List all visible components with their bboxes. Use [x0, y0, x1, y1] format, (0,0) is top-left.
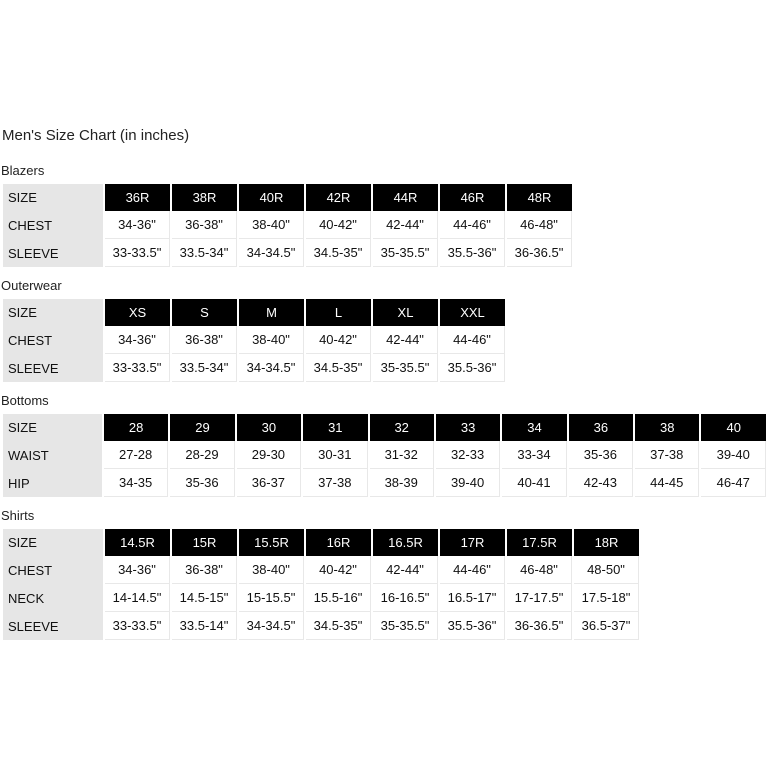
shirts-size-table — [1, 529, 641, 640]
table-row — [3, 469, 766, 497]
measurement-cell: 34-35 — [104, 469, 168, 497]
measurement-cell: 34.5-35" — [306, 354, 371, 382]
measurement-cell: 16-16.5" — [373, 584, 438, 612]
section-title-blazers: Blazers — [1, 163, 45, 178]
measurement-cell: 17.5-18" — [574, 584, 639, 612]
row-label: SIZE — [3, 414, 102, 441]
measurement-cell: 35-35.5" — [373, 612, 438, 640]
table-row — [3, 414, 766, 441]
table-row — [3, 584, 639, 612]
measurement-cell: 14-14.5" — [105, 584, 170, 612]
section-title-shirts: Shirts — [1, 508, 35, 523]
measurement-cell: 37-38 — [303, 469, 367, 497]
measurement-cell: 34-34.5" — [239, 354, 304, 382]
measurement-cell: 44-46" — [440, 556, 505, 584]
measurement-cell: 44-45 — [635, 469, 699, 497]
measurement-cell: 34-36" — [105, 326, 170, 354]
measurement-cell: 16.5-17" — [440, 584, 505, 612]
measurement-cell: 36-38" — [172, 326, 237, 354]
measurement-cell: 30-31 — [303, 441, 367, 469]
table-row — [3, 441, 766, 469]
measurement-cell: 33-33.5" — [105, 354, 170, 382]
size-header-cell: L — [306, 299, 371, 326]
size-header-cell: 17.5R — [507, 529, 572, 556]
section-title-bottoms: Bottoms — [1, 393, 49, 408]
size-header-cell: 36 — [569, 414, 633, 441]
table-row — [3, 612, 639, 640]
row-label: WAIST — [3, 441, 102, 469]
row-label: SIZE — [3, 529, 103, 556]
measurement-cell: 36-38" — [172, 556, 237, 584]
measurement-cell: 46-47 — [701, 469, 766, 497]
measurement-cell: 48-50" — [574, 556, 639, 584]
size-header-cell: 44R — [373, 184, 438, 211]
measurement-cell: 17-17.5" — [507, 584, 572, 612]
size-header-cell: 40 — [701, 414, 766, 441]
size-header-cell: XXL — [440, 299, 505, 326]
measurement-cell: 33.5-34" — [172, 239, 237, 267]
row-label: SIZE — [3, 299, 103, 326]
row-label: NECK — [3, 584, 103, 612]
measurement-cell: 38-39 — [370, 469, 434, 497]
size-header-cell: 31 — [303, 414, 367, 441]
page-title: Men's Size Chart (in inches) — [2, 127, 190, 144]
measurement-cell: 33-33.5" — [105, 612, 170, 640]
measurement-cell: 33.5-14" — [172, 612, 237, 640]
size-header-cell: 14.5R — [105, 529, 170, 556]
table-row — [3, 211, 572, 239]
row-label: SIZE — [3, 184, 103, 211]
measurement-cell: 42-44" — [373, 556, 438, 584]
size-header-cell: 38R — [172, 184, 237, 211]
measurement-cell: 35-36 — [170, 469, 234, 497]
size-header-cell: 17R — [440, 529, 505, 556]
size-header-cell: 38 — [635, 414, 699, 441]
size-header-cell: 29 — [170, 414, 234, 441]
size-header-cell: 16R — [306, 529, 371, 556]
table-row — [3, 184, 572, 211]
bottoms-size-table — [1, 414, 768, 497]
measurement-cell: 40-42" — [306, 326, 371, 354]
blazers-size-table — [1, 184, 574, 267]
measurement-cell: 46-48" — [507, 211, 572, 239]
row-label: SLEEVE — [3, 239, 103, 267]
measurement-cell: 40-42" — [306, 211, 371, 239]
size-header-cell: 40R — [239, 184, 304, 211]
measurement-cell: 14.5-15" — [172, 584, 237, 612]
measurement-cell: 42-43 — [569, 469, 633, 497]
measurement-cell: 34-34.5" — [239, 612, 304, 640]
measurement-cell: 35.5-36" — [440, 354, 505, 382]
size-header-cell: 28 — [104, 414, 168, 441]
measurement-cell: 15.5-16" — [306, 584, 371, 612]
measurement-cell: 34.5-35" — [306, 239, 371, 267]
measurement-cell: 42-44" — [373, 326, 438, 354]
measurement-cell: 34-36" — [105, 211, 170, 239]
measurement-cell: 15-15.5" — [239, 584, 304, 612]
measurement-cell: 36-36.5" — [507, 239, 572, 267]
size-header-cell: 15.5R — [239, 529, 304, 556]
measurement-cell: 46-48" — [507, 556, 572, 584]
measurement-cell: 39-40 — [701, 441, 766, 469]
measurement-cell: 36-37 — [237, 469, 301, 497]
measurement-cell: 44-46" — [440, 211, 505, 239]
size-header-cell: 36R — [105, 184, 170, 211]
measurement-cell: 32-33 — [436, 441, 500, 469]
row-label: SLEEVE — [3, 612, 103, 640]
measurement-cell: 35.5-36" — [440, 612, 505, 640]
measurement-cell: 39-40 — [436, 469, 500, 497]
measurement-cell: 38-40" — [239, 326, 304, 354]
measurement-cell: 38-40" — [239, 556, 304, 584]
measurement-cell: 38-40" — [239, 211, 304, 239]
measurement-cell: 36-36.5" — [507, 612, 572, 640]
size-header-cell: 46R — [440, 184, 505, 211]
measurement-cell: 40-42" — [306, 556, 371, 584]
measurement-cell: 44-46" — [440, 326, 505, 354]
measurement-cell: 35-35.5" — [373, 239, 438, 267]
table-row — [3, 556, 639, 584]
size-header-cell: S — [172, 299, 237, 326]
row-label: CHEST — [3, 326, 103, 354]
table-row — [3, 529, 639, 556]
size-header-cell: 48R — [507, 184, 572, 211]
size-header-cell: M — [239, 299, 304, 326]
row-label: CHEST — [3, 211, 103, 239]
size-header-cell: XS — [105, 299, 170, 326]
row-label: CHEST — [3, 556, 103, 584]
measurement-cell: 40-41 — [502, 469, 566, 497]
measurement-cell: 34.5-35" — [306, 612, 371, 640]
row-label: SLEEVE — [3, 354, 103, 382]
measurement-cell: 28-29 — [170, 441, 234, 469]
measurement-cell: 33-34 — [502, 441, 566, 469]
measurement-cell: 33-33.5" — [105, 239, 170, 267]
table-row — [3, 354, 505, 382]
size-header-cell: 32 — [370, 414, 434, 441]
measurement-cell: 37-38 — [635, 441, 699, 469]
size-header-cell: 42R — [306, 184, 371, 211]
measurement-cell: 34-34.5" — [239, 239, 304, 267]
table-row — [3, 239, 572, 267]
outerwear-size-table — [1, 299, 507, 382]
measurement-cell: 36-38" — [172, 211, 237, 239]
size-header-cell: 30 — [237, 414, 301, 441]
measurement-cell: 27-28 — [104, 441, 168, 469]
size-header-cell: 18R — [574, 529, 639, 556]
size-header-cell: 33 — [436, 414, 500, 441]
measurement-cell: 35.5-36" — [440, 239, 505, 267]
table-row — [3, 299, 505, 326]
measurement-cell: 35-35.5" — [373, 354, 438, 382]
size-header-cell: 15R — [172, 529, 237, 556]
size-header-cell: 34 — [502, 414, 566, 441]
measurement-cell: 31-32 — [370, 441, 434, 469]
measurement-cell: 29-30 — [237, 441, 301, 469]
table-row — [3, 326, 505, 354]
size-header-cell: 16.5R — [373, 529, 438, 556]
measurement-cell: 42-44" — [373, 211, 438, 239]
section-title-outerwear: Outerwear — [1, 278, 62, 293]
measurement-cell: 35-36 — [569, 441, 633, 469]
measurement-cell: 33.5-34" — [172, 354, 237, 382]
measurement-cell: 34-36" — [105, 556, 170, 584]
row-label: HIP — [3, 469, 102, 497]
measurement-cell: 36.5-37" — [574, 612, 639, 640]
size-header-cell: XL — [373, 299, 438, 326]
